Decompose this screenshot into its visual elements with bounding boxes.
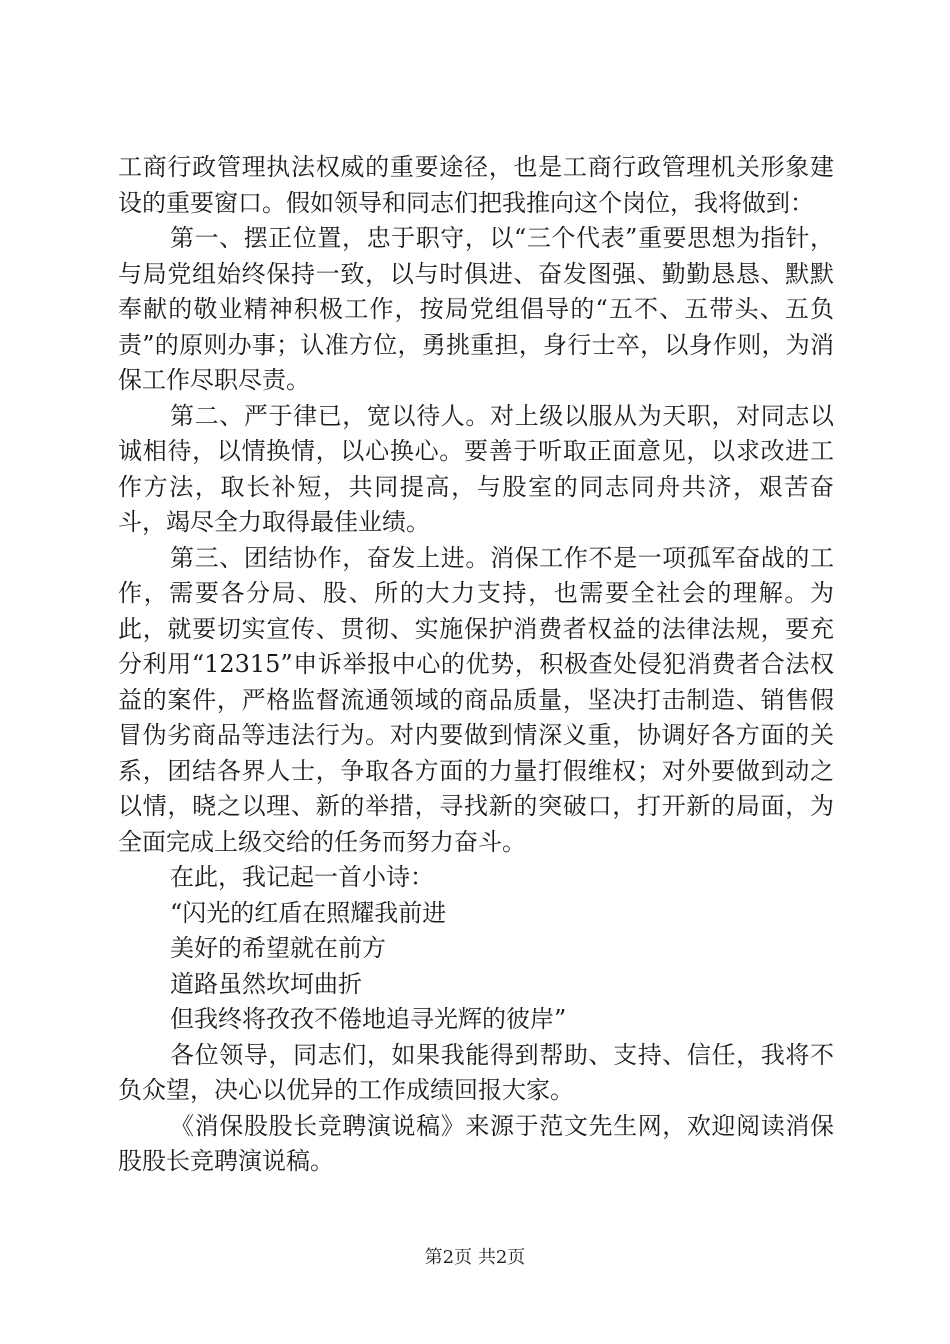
document-body <box>118 150 834 1180</box>
paragraph-source-note: 《消保股股长竞聘演说稿》来源于范文先生网，欢迎阅读消保股股长竞聘演说稿。 <box>118 1111 834 1175</box>
paragraph-point-two: 第二、严于律已，宽以待人。对上级以服从为天职，对同志以诚相待，以情换情，以心换心。要善于听取正面意见，以求改进工作方法，取长补短，共同提高，与股室的同志同舟共济，艰苦奋斗，竭尽全力取得最佳业绩。 <box>118 401 834 536</box>
paragraph-point-one: 第一、摆正位置，忠于职守，以“三个代表”重要思想为指针，与局党组始终保持一致，以与时俱进、奋发图强、勤勤恳恳、默默奉献的敬业精神积极工作，按局党组倡导的“五不、五带头、五负责”的原则办事；认准方位，勇挑重担，身行士卒，以身作则，为消保工作尽职尽责。 <box>118 224 834 394</box>
poem-line-4: 但我终将孜孜不倦地追寻光辉的彼岸” <box>170 1005 567 1033</box>
paragraph-poem-intro: 在此，我记起一首小诗： <box>170 863 434 891</box>
paragraph-point-three: 第三、团结协作，奋发上进。消保工作不是一项孤军奋战的工作，需要各分局、股、所的大力支持，也需要全社会的理解。为此，就要切实宣传、贯彻、实施保护消费者权益的法律法规，要充分利用“12315”申诉举报中心的优势，积极查处侵犯消费者合法权益的案件，严格监督流通领域的商品质量，坚决打击制造、销售假冒伪劣商品等违法行为。对内要做到情深义重，协调好各方面的关系，团结各界人士，争取各方面的力量打假维权；对外要做到动之以情，晓之以理、新的举措，寻找新的突破口，打开新的局面，为全面完成上级交给的任务而努力奋斗。 <box>118 543 834 856</box>
poem-line-1: “闪光的红盾在照耀我前进 <box>170 898 447 927</box>
poem-line-2: 美好的希望就在前方 <box>170 934 386 962</box>
poem-line-3: 道路虽然坎坷曲折 <box>170 969 362 998</box>
paragraph-continued: 工商行政管理执法权威的重要途径，也是工商行政管理机关形象建设的重要窗口。假如领导和同志们把我推向这个岗位，我将做到： <box>118 153 834 217</box>
paragraph-closing: 各位领导，同志们，如果我能得到帮助、支持、信任，我将不负众望，决心以优异的工作成绩回报大家。 <box>118 1040 834 1104</box>
page-number-footer: 第2页 共2页 <box>424 1247 526 1268</box>
